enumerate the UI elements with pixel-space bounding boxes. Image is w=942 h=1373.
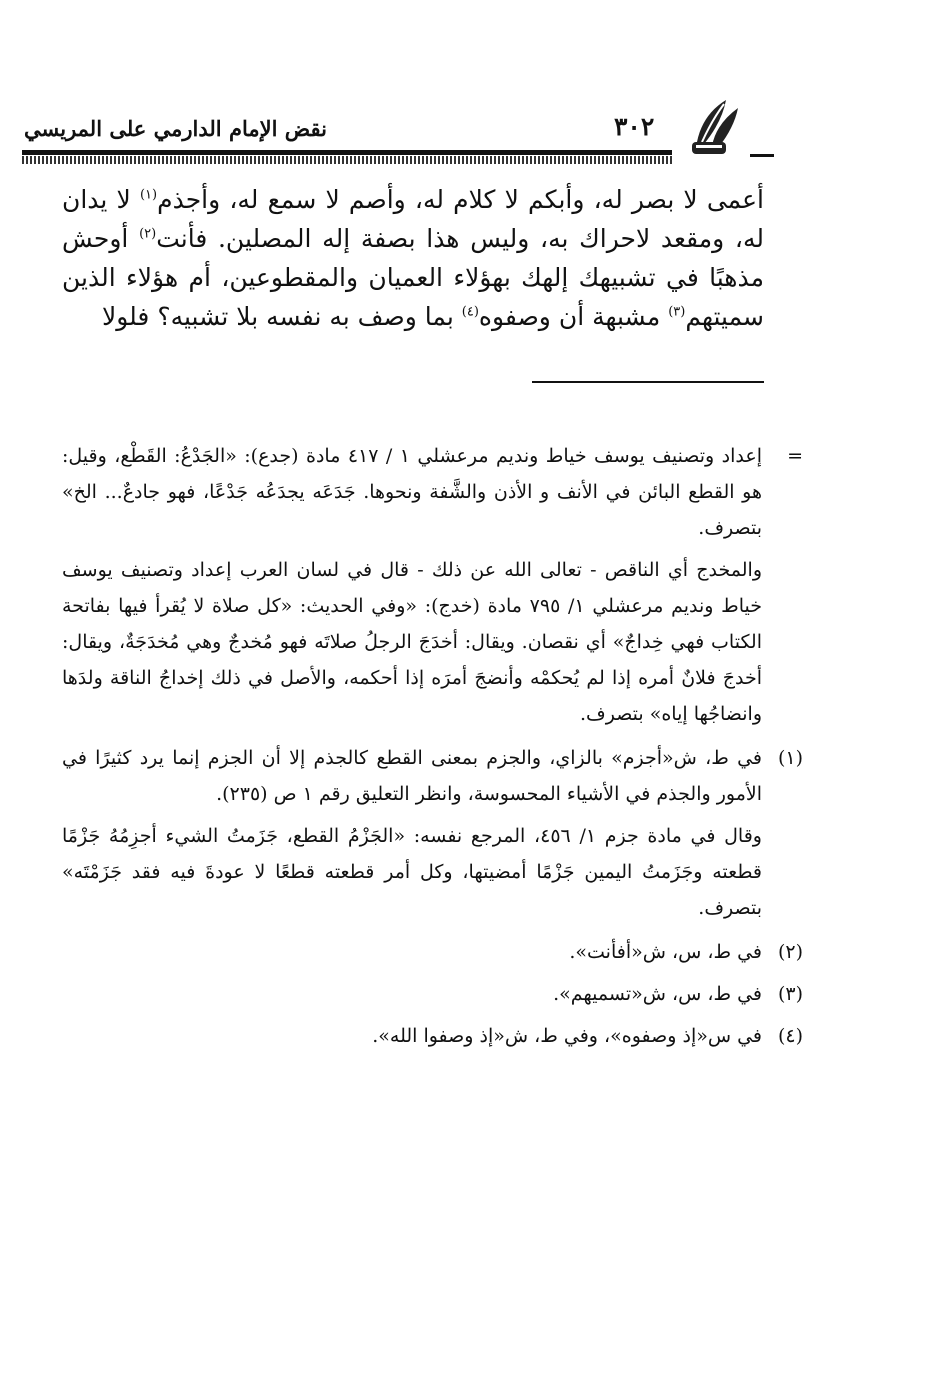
main-paragraph	[62, 180, 764, 336]
footnote-paragraph: إعداد وتصنيف يوسف خياط ونديم مرعشلي ١ / ٤١٧ مادة (جدع): «الجَدْعُ: القَطْع، وقيل: هو القطع البائن في الأنف و الأذن والشَّفة ونحوها. جَدَعَه يجدَعُه جَدْعًا، فهو جادعٌ... الخ» بتصرف.	[62, 445, 763, 539]
footnote-continuation	[62, 438, 803, 732]
footnote-marker: (٣)	[777, 983, 803, 1005]
footnote-ref-1[interactable]: (١)	[139, 187, 158, 203]
header-rule	[22, 150, 672, 155]
quill-inkwell-icon	[682, 96, 746, 158]
footnote-text: في ط، س، ش«أفأنت».	[569, 941, 762, 963]
footnote-marker: (١)	[777, 747, 803, 769]
footnote-3	[62, 976, 803, 1012]
footnote-1	[62, 740, 803, 926]
footnote-paragraph: والمخدج أي الناقص - تعالى الله عن ذلك - قال في لسان العرب إعداد وتصنيف يوسف خياط ونديم مرعشلي ١/ ٧٩٥ مادة (خدج): «وفي الحديث: «كل صلاة لا يُقرأ فيها بفاتحة الكتاب فهي خِداجٌ» أي نقصان. ويقال: أخدَجَ الرجلُ صلاتَه فهو مُخدجٌ وهي مُخدَجَةٌ، ويقال: أخدجَ فلانٌ أمره إذا لم يُحكمْه وأنضجَ أمرَه إذا أحكمه، والأصل في ذلك إخداجُ الناقة ولدَها وانضاجُها إياه» بتصرف.	[62, 559, 762, 725]
continuation-marker: =	[787, 445, 803, 467]
main-text-segment: بما وصف به نفسه بلا تشبيه؟ فلولا	[101, 302, 462, 331]
footnote-separator	[532, 381, 764, 383]
header-hatched-rule	[22, 156, 672, 164]
footnote-marker: (٤)	[777, 1025, 803, 1047]
main-text-segment: مشبهة أن وصفوه	[478, 302, 669, 331]
main-text-segment: أعمى لا بصر له، وأبكم لا كلام له، وأصم لا سمع له، وأجذم	[157, 185, 764, 214]
main-text-segment: لا يدان له، ومقعد لاحراك به، وليس هذا بصفة إله المصلين. فأنت	[62, 185, 764, 253]
main-text	[62, 180, 764, 336]
page-number: ٣٠٢	[614, 112, 655, 141]
running-title: نقض الإمام الدارمي على المريسي	[24, 116, 327, 141]
footnote-text: في ط، ش«أجزم» بالزاي، والجزم بمعنى القطع كالجذم إلا أن الجزم إنما يرد كثيرًا في الأمور والجذم في الأشياء المحسوسة، وانظر التعليق رقم ١ ص (٢٣٥).	[62, 747, 762, 805]
main-text-segment: أوحش مذهبًا في تشبيهك إلهك بهؤلاء العميان والمقطوعين، أم هؤلاء الذين سميتهم	[62, 224, 764, 331]
header-rule-ornament	[750, 154, 774, 157]
footnote-ref-3[interactable]: (٣)	[668, 304, 686, 320]
footnotes	[62, 438, 803, 1060]
page-header	[22, 110, 767, 164]
footnote-text: وقال في مادة جزم ١/ ٤٥٦، المرجع نفسه: «الجَزْمُ القطع، جَزَمتُ الشيء أجزِمُهُ جَزْمًا قطعته وجَزَمتُ اليمين جَزْمًا أمضيتها، وكل أمر قطعته قطعًا لا عودةَ فيه فقد جَزَمْتَه» بتصرف.	[62, 825, 762, 919]
footnote-text: في س«إذ وصفوه»، وفي ط، ش«إذ وصفوا الله».	[372, 1025, 762, 1047]
footnote-ref-4[interactable]: (٤)	[461, 304, 479, 320]
footnote-ref-2[interactable]: (٢)	[139, 226, 157, 242]
footnote-marker: (٢)	[777, 941, 803, 963]
footnote-text: في ط، س، ش«تسميهم».	[553, 983, 762, 1005]
footnote-2	[62, 934, 803, 970]
footnote-4	[62, 1018, 803, 1054]
